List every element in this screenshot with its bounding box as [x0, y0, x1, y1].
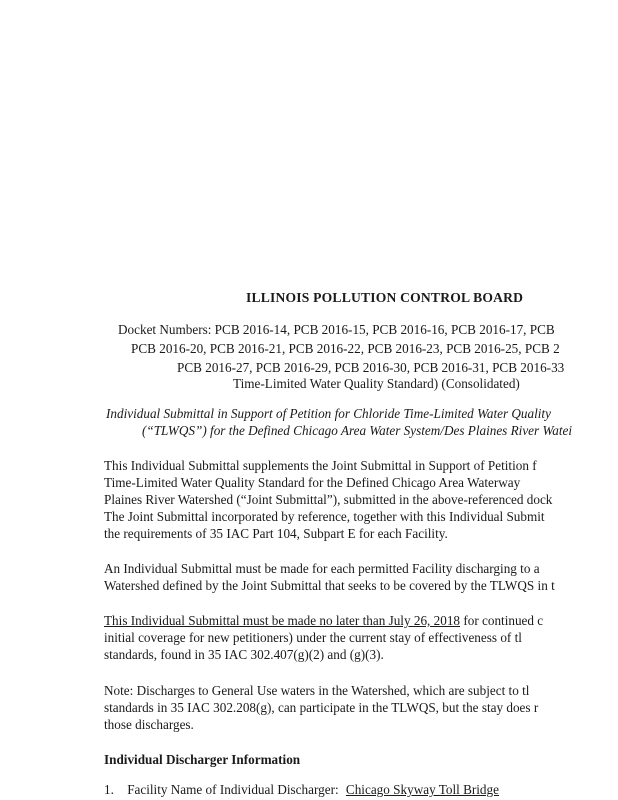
- docket-line-1: Docket Numbers: PCB 2016-14, PCB 2016-15, PCB 2016-16, PCB 2016-17, PCB: [118, 322, 555, 337]
- para3-line-2: initial coverage for new petitioners) under the current stay of effectiveness of tl: [104, 630, 522, 645]
- subtitle-line-2: (“TLWQS”) for the Defined Chicago Area Water System/Des Plaines River Watei: [142, 423, 573, 438]
- item-1: [104, 782, 586, 798]
- docket-line-2: PCB 2016-20, PCB 2016-21, PCB 2016-22, PCB 2016-23, PCB 2016-25, PCB 2: [131, 341, 560, 356]
- para4-line-1: Note: Discharges to General Use waters in the Watershed, which are subject to tl: [104, 683, 530, 698]
- section-heading: Individual Discharger Information: [104, 752, 301, 767]
- item-1-label: Facility Name of Individual Discharger:: [127, 782, 339, 797]
- para3-line-3: standards, found in 35 IAC 302.407(g)(2) and (g)(3).: [104, 647, 384, 662]
- para1-line-3: Plaines River Watershed (“Joint Submittal”), submitted in the above-referenced dock: [104, 492, 553, 507]
- deadline-text: This Individual Submittal must be made no later than July 26, 2018: [104, 613, 461, 628]
- para1-line-4: The Joint Submittal incorporated by reference, together with this Individual Submit: [104, 509, 545, 524]
- facility-name-field[interactable]: Chicago Skyway Toll Bridge: [345, 782, 499, 797]
- para2-line-1: An Individual Submittal must be made for each permitted Facility discharging to a: [104, 561, 540, 576]
- docket-line-3: PCB 2016-27, PCB 2016-29, PCB 2016-30, PCB 2016-31, PCB 2016-33: [177, 360, 565, 375]
- para4-line-2: standards in 35 IAC 302.208(g), can participate in the TLWQS, but the stay does r: [104, 700, 539, 715]
- para1-line-2: Time-Limited Water Quality Standard for the Defined Chicago Area Waterway: [104, 475, 521, 490]
- para1-line-1: This Individual Submittal supplements the Joint Submittal in Support of Petition f: [104, 458, 537, 473]
- docket-line-4: Time-Limited Water Quality Standard) (Consolidated): [233, 376, 520, 391]
- board-title: ILLINOIS POLLUTION CONTROL BOARD: [246, 290, 524, 305]
- subtitle-line-1: Individual Submittal in Support of Petition for Chloride Time-Limited Water Quality: [106, 406, 551, 421]
- para3-line-1: [104, 613, 543, 629]
- item-1-number: 1.: [104, 782, 114, 797]
- para4-line-3: those discharges.: [104, 717, 194, 732]
- para2-line-2: Watershed defined by the Joint Submittal that seeks to be covered by the TLWQS in t: [104, 578, 555, 593]
- deadline-rest: for continued c: [460, 613, 544, 628]
- para1-line-5: the requirements of 35 IAC Part 104, Subpart E for each Facility.: [104, 526, 448, 541]
